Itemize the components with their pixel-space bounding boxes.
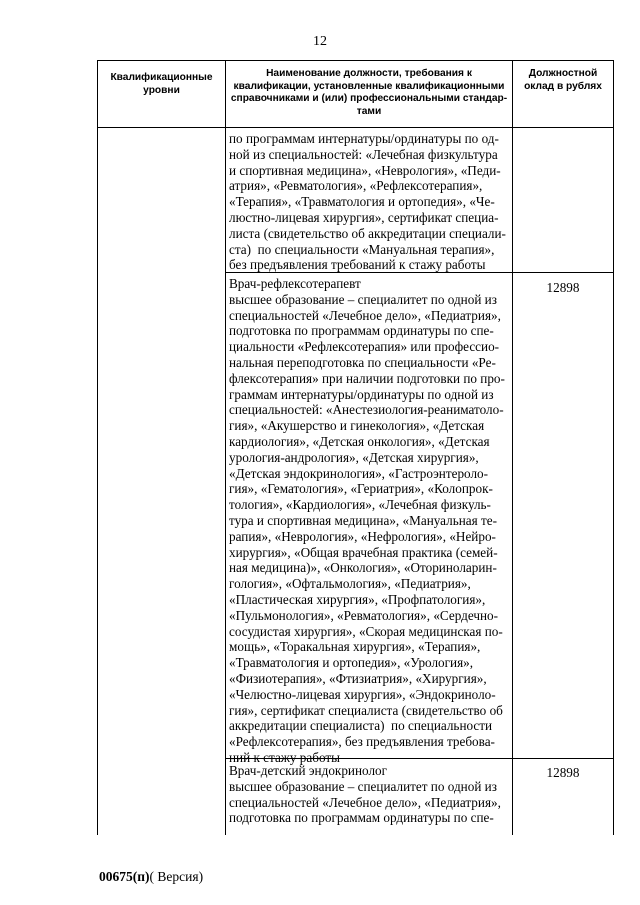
header-bottom-line [97,127,614,128]
row-requirements-text: по программам интернатуры/ординатуры по од- ной из специальностей: «Лечебная физкультура и спортивная медицина», «Неврология», «Педи- атрия», «Ревматология», «Рефлексотерапия», «Терапия», «Травматология и ортопедия», «Че- люстно-лицевая хирургия», сертификат специа- листа (свидетельство об аккредитации специали- ста) по специальности «Мануальная терапия», без предъявления требований к стажу работы [229,131,506,273]
document-footer [99,869,203,885]
header-qualification-levels: Квалификационные уровни [110,72,213,96]
page-number: 12 [313,34,327,49]
table-border-left [97,60,98,835]
header-salary: Должностной оклад в рублях [524,68,602,92]
document-version: ( Версия) [149,869,204,884]
table-border-col2 [512,60,513,835]
table-border-col1 [225,60,226,835]
table-border-top [97,60,614,61]
row-salary: 12898 [546,280,580,295]
table-border-right [613,60,614,835]
header-position-requirements: Наименование должности, требования к квалификации, установленные квалификационными справочниками и (или) профессиональными стандар- тами [230,68,508,117]
row-requirements-text: Врач-рефлексотерапевт высшее образование – специалитет по одной из специальностей «Лечебное дело», «Педиатрия», подготовка по программам ординатуры по спе- циальности «Рефлексотерапия» или профессио- нальная переподготовка по специальности «Ре- флексотерапия» при наличии подготовки по про- граммам интернатуры/ординатуры по одной из специальностей: «Анестезиология-реаниматоло- гия», «Акушерство и гинекология», «Детская кардиология», «Детская онкология», «Детская урология-андрология», «Детская хирургия», «Детская эндокринология», «Гастроэнтероло- гия», «Гематология», «Гериатрия», «Колопрок- тология», «Кардиология», «Лечебная физкуль- тура и спортивная медицина», «Мануальная те- рапия», «Неврология», «Нефрология», «Нейро- хирургия», «Общая врачебная практика (семей- ная медицина)», «Онкология», «Оториноларин- гология», «Офтальмология», «Педиатрия», «Пластическая хирургия», «Профпатология», «Пульмонология», «Ревматология», «Сердечно- сосудистая хирургия», «Скорая медицинская по- мощь», «Торакальная хирургия», «Терапия», «Травматология и ортопедия», «Урология», «Физиотерапия», «Фтизиатрия», «Хирургия», «Челюстно-лицевая хирургия», «Эндокриноло- гия», сертификат специалиста (свидетельство об аккредитации специалиста) по специальности «Рефлексотерапия», без предъявления требова- ний к стажу работы [229,276,505,765]
document-code: 00675(п) [99,869,150,884]
row-salary: 12898 [546,765,580,780]
row-requirements-text: Врач-детский эндокринолог высшее образование – специалитет по одной из специальностей «Лечебное дело», «Педиатрия», подготовка по программам ординатуры по спе- [229,763,501,826]
